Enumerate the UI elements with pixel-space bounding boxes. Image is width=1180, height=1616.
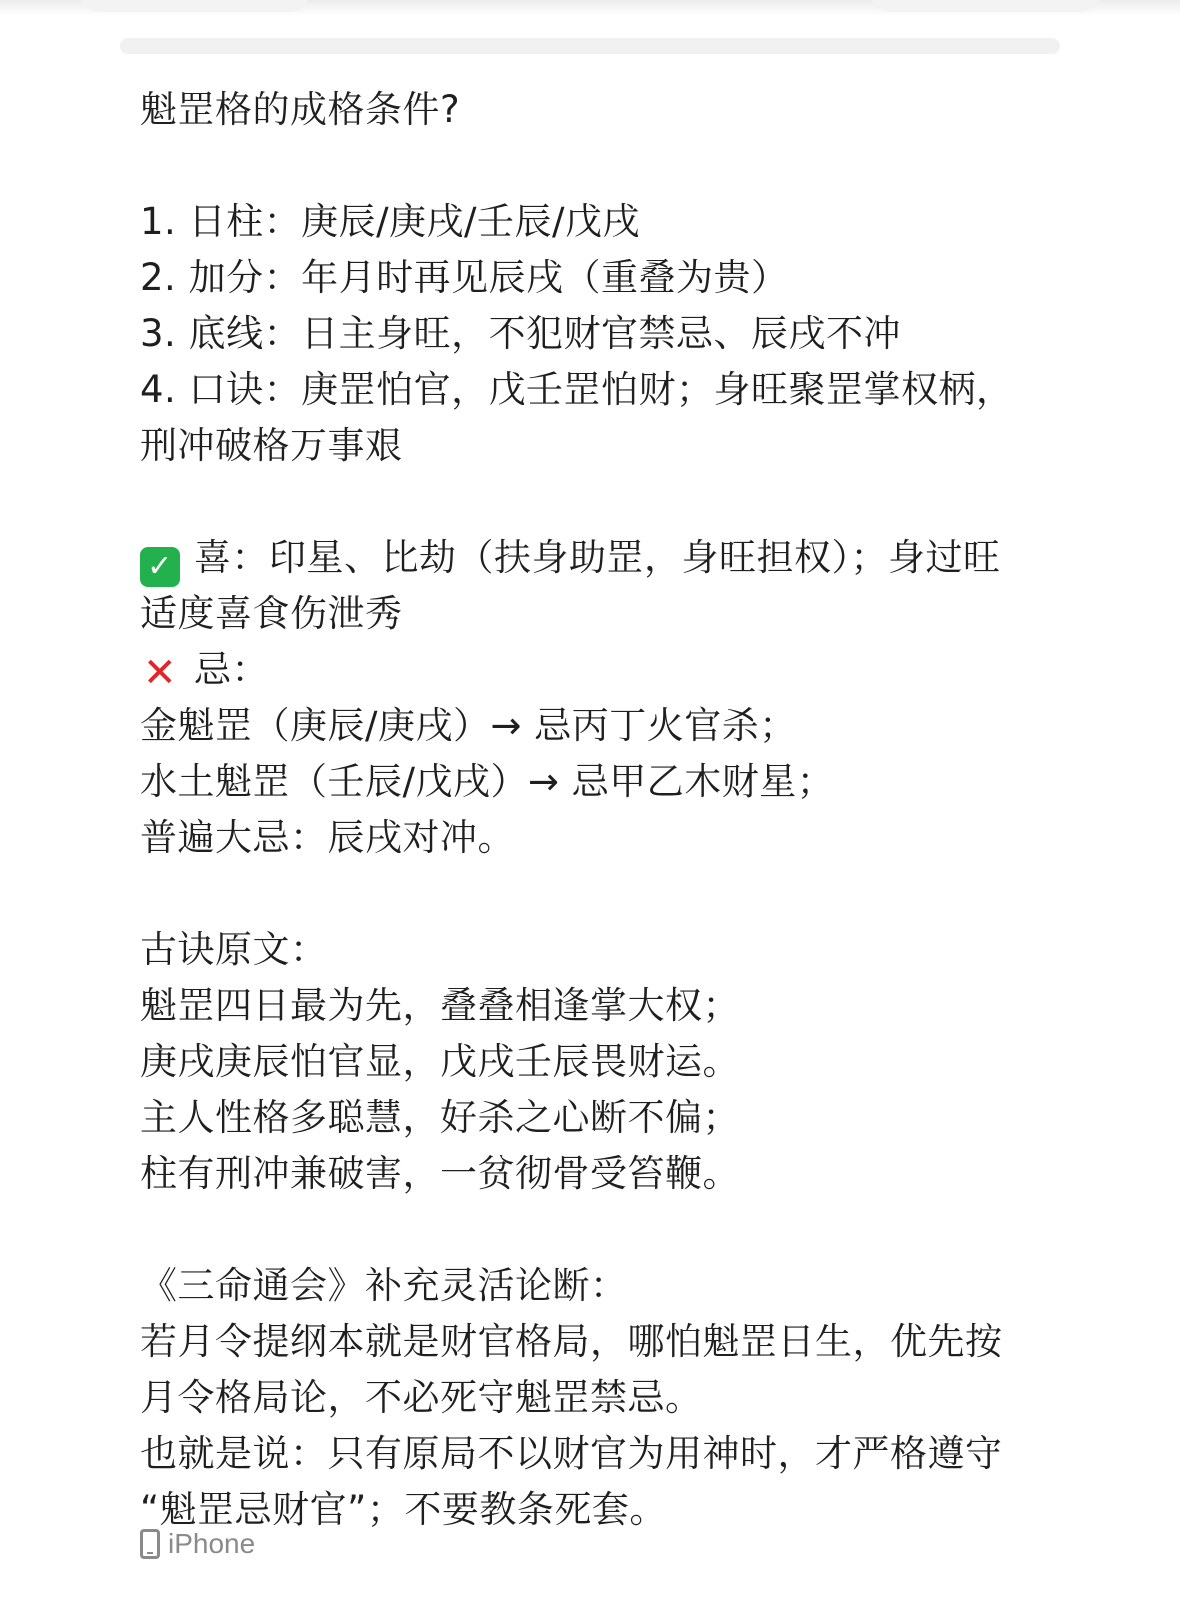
dislikes-heading (140, 642, 1060, 698)
likes-text: 喜：印星、比劫（扶身助罡，身旺担权）；身过旺 (194, 536, 1001, 579)
dislike-item: 水土魁罡（壬辰/戊戌）→ 忌甲乙木财星； (140, 760, 835, 803)
spacer (140, 1202, 1060, 1258)
supplement-line: “魁罡忌财官”；不要教条死套。 (140, 1488, 667, 1531)
ancient-line: 庚戌庚辰怕官显，戊戌壬辰畏财运。 (140, 1040, 740, 1083)
spacer (140, 474, 1060, 530)
top-left-pill (80, 0, 310, 12)
spacer (140, 138, 1060, 194)
supplement-line: 也就是说：只有原局不以财官为用神时，才严格遵守 (140, 1432, 1003, 1475)
top-right-pill (870, 0, 1100, 12)
likes-line-continued: 适度喜食伤泄秀 (140, 592, 403, 635)
likes-line (140, 530, 1060, 586)
dislike-item: 普遍大忌：辰戌对冲。 (140, 816, 515, 859)
condition-4-continued: 刑冲破格万事艰 (140, 424, 403, 467)
note-body (140, 82, 1060, 1538)
ancient-line: 魁罡四日最为先，叠叠相逢掌大权； (140, 984, 740, 1027)
supplement-line: 若月令提纲本就是财官格局，哪怕魁罡日生，优先按 (140, 1320, 1003, 1363)
condition-1: 1. 日柱：庚辰/庚戌/壬辰/戊戌 (140, 200, 640, 243)
spacer (140, 866, 1060, 922)
phone-icon (140, 1529, 160, 1559)
supplement-heading: 《三命通会》补充灵活论断： (140, 1264, 628, 1307)
ancient-line: 柱有刑冲兼破害，一贫彻骨受笞鞭。 (140, 1152, 740, 1195)
condition-2: 2. 加分：年月时再见辰戌（重叠为贵） (140, 256, 789, 299)
check-mark-button-icon: ✓ (140, 547, 180, 587)
dislikes-label: 忌： (194, 648, 269, 691)
condition-4: 4. 口诀：庚罡怕官，戊壬罡怕财；身旺聚罡掌权柄， (140, 368, 1014, 411)
ancient-line: 主人性格多聪慧，好杀之心断不偏； (140, 1096, 740, 1139)
cross-mark-icon: ✕ (142, 650, 177, 696)
device-footer (140, 1524, 255, 1564)
supplement-line: 月令格局论，不必死守魁罡禁忌。 (140, 1376, 703, 1419)
dislike-item: 金魁罡（庚辰/庚戌）→ 忌丙丁火官杀； (140, 704, 797, 747)
condition-3: 3. 底线：日主身旺，不犯财官禁忌、辰戌不冲 (140, 312, 902, 355)
note-title: 魁罡格的成格条件? (140, 88, 461, 131)
device-label: iPhone (168, 1528, 256, 1559)
top-bar (120, 38, 1060, 54)
ancient-heading: 古诀原文： (140, 928, 328, 971)
